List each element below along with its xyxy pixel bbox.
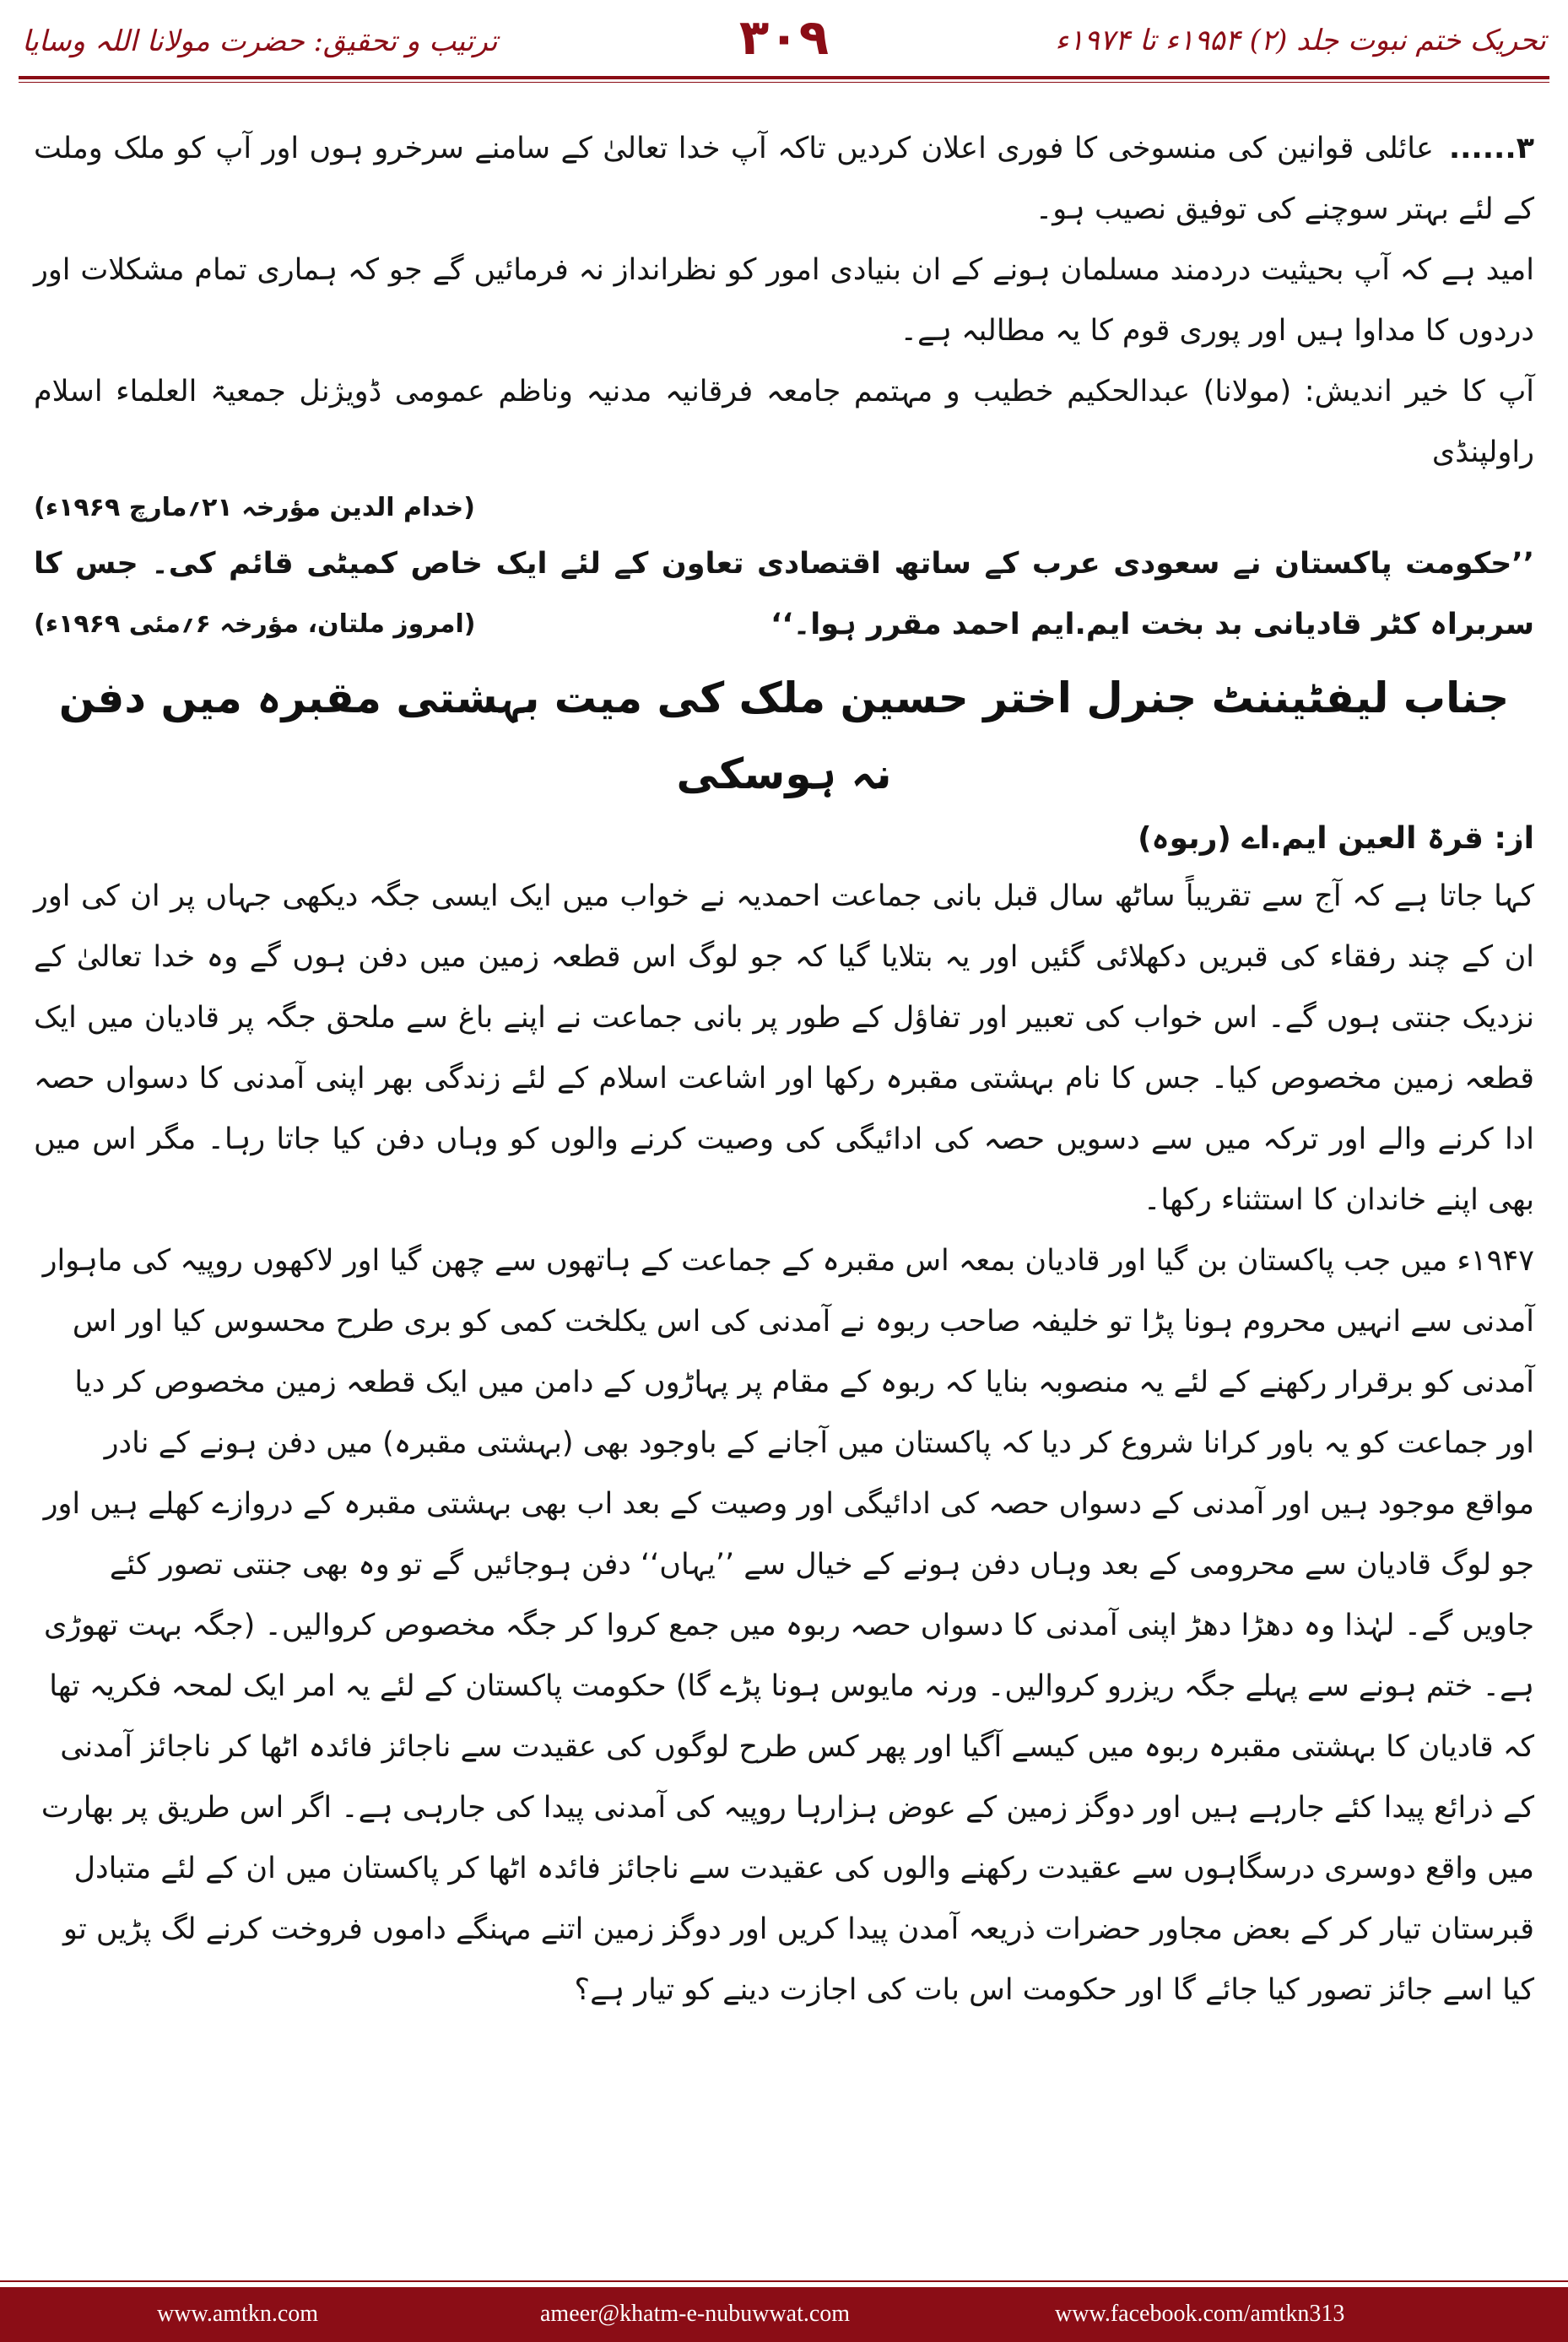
quotation bbox=[34, 533, 1534, 655]
numbered-paragraph bbox=[34, 118, 1534, 240]
signature-line: آپ کا خیر اندیش: (مولانا) عبدالحکیم خطیب و مہتمم جامعہ فرقانیہ مدنیہ وناظم عمومی ڈویژنل جمعیۃ العلماء اسلام راولپنڈی bbox=[34, 375, 1534, 469]
item-number: ۳...... bbox=[1448, 132, 1534, 165]
footer-rule bbox=[0, 2280, 1568, 2282]
quotation-text: ’’حکومت پاکستان نے سعودی عرب کے ساتھ اقتصادی تعاون کے لئے ایک خاص کمیٹی قائم کی۔ جس کا سربراہ کٹر قادیانی بد بخت ایم.ایم احمد مقرر ہوا۔‘‘ bbox=[34, 547, 1534, 641]
article-heading: جناب لیفٹیننٹ جنرل اختر حسین ملک کی میت بہشتی مقبرہ میں دفن نہ ہوسکی bbox=[58, 673, 1510, 798]
page-footer bbox=[0, 2287, 1568, 2342]
compiler-credit: ترتیب و تحقیق: حضرت مولانا اللہ وسایا bbox=[22, 24, 498, 58]
page-header bbox=[0, 0, 1568, 84]
book-title: تحریک ختم نبوت جلد (۲) ۱۹۵۴ء تا ۱۹۷۴ء bbox=[1055, 24, 1546, 57]
citation-inline: (امروز ملتان، مؤرخہ ۶؍مئی ۱۹۶۹ء) bbox=[34, 609, 476, 639]
facebook-link[interactable]: www.facebook.com/amtkn313 bbox=[1055, 2301, 1345, 2327]
paragraph-text: عائلی قوانین کی منسوخی کا فوری اعلان کردیں تاکہ آپ خدا تعالیٰ کے سامنے سرخرو ہوں اور آپ کو ملک وملت کے لئے بہتر سوچنے کی توفیق نصیب ہو۔ bbox=[34, 132, 1534, 226]
paragraph: امید ہے کہ آپ بحیثیت دردمند مسلمان ہونے کے ان بنیادی امور کو نظرانداز نہ فرمائیں گے جو کہ ہماری تمام مشکلات اور دردوں کا مداوا ہیں اور پوری قوم کا یہ مطالبہ ہے۔ bbox=[34, 253, 1534, 348]
paragraph: کہا جاتا ہے کہ آج سے تقریباً ساٹھ سال قبل بانی جماعت احمدیہ نے خواب میں ایک ایسی جگہ دیکھی جہاں پر ان کی اور ان کے چند رفقاء کی قبریں دکھلائی گئیں اور یہ بتلایا گیا کہ جو لوگ اس قطعہ زمین میں دفن ہوں گے وہ خدا تعالیٰ کے نزدیک جنتی ہوں گے۔ اس خواب کی تعبیر اور تفاؤل کے طور پر بانی جماعت نے اپنے باغ سے ملحق جگہ پر قادیان میں ایک قطعہ زمین مخصوص کیا۔ جس کا نام بہشتی مقبرہ رکھا اور اشاعت اسلام کے لئے زندگی بھر اپنی آمدنی کا دسواں حصہ ادا کرنے والے اور ترکہ میں سے دسویں حصہ کی ادائیگی کی وصیت کرنے والوں کو وہاں دفن کیا جاتا رہا۔ مگر اس میں بھی اپنے خاندان کا استثناء رکھا۔ bbox=[34, 879, 1534, 1217]
website-link[interactable]: www.amtkn.com bbox=[157, 2301, 319, 2327]
header-rule bbox=[19, 76, 1549, 79]
citation: (خدام الدین مؤرخہ ۲۱؍مارچ ۱۹۶۹ء) bbox=[34, 493, 475, 522]
paragraph: ۱۹۴۷ء میں جب پاکستان بن گیا اور قادیان بمعہ اس مقبرہ کے جماعت کے ہاتھوں سے چھن گیا اور لاکھوں روپیہ کی ماہوار آمدنی سے انہیں محروم ہونا پڑا تو خلیفہ صاحب ربوہ نے آمدنی کی اس یکلخت کمی کو بری طرح محسوس کیا اور اس آمدنی کو برقرار رکھنے کے لئے یہ منصوبہ بنایا کہ ربوہ کے مقام پر پہاڑوں کے دامن میں ایک قطعہ زمین مخصوص کر دیا اور جماعت کو یہ باور کرانا شروع کر دیا کہ پاکستان میں آجانے کے باوجود بھی (بہشتی مقبرہ) میں دفن ہونے کے نادر مواقع موجود ہیں اور آمدنی کے دسواں حصہ کی ادائیگی اور وصیت کے بعد اب بھی بہشتی مقبرہ کے دروازے کھلے ہیں اور جو لوگ قادیان سے محرومی کے بعد وہاں دفن ہونے کے خیال سے ’’یہاں‘‘ دفن ہوجائیں گے تو وہ بھی جنتی تصور کئے جاویں گے۔ لہٰذا وہ دھڑا دھڑ اپنی آمدنی کا دسواں حصہ ربوہ میں جمع کروا کر جگہ مخصوص کروالیں۔ (جگہ بہت تھوڑی ہے۔ ختم ہونے سے پہلے جگہ ریزرو کروالیں۔ ورنہ مایوس ہونا پڑے گا) حکومت پاکستان کے لئے یہ امر ایک لمحہ فکریہ تھا کہ قادیان کا بہشتی مقبرہ ربوہ میں کیسے آگیا اور پھر کس طرح لوگوں کی عقیدت سے ناجائز فائدہ اٹھا کر ناجائز آمدنی کے ذرائع پیدا کئے جارہے ہیں اور دوگز زمین کے عوض ہزارہا روپیہ کی آمدنی پیدا کی جارہی ہے۔ اگر اس طریق پر بھارت میں واقع دوسری درسگاہوں سے عقیدت رکھنے والوں کی عقیدت سے ناجائز فائدہ اٹھا کر پاکستان میں ان کے لئے متبادل قبرستان تیار کر کے بعض مجاور حضرات ذریعہ آمدن پیدا کریں اور دوگز زمین اتنے مہنگے داموں فروخت کرنے لگ پڑیں تو کیا اسے جائز تصور کیا جائے گا اور حکومت اس بات کی اجازت دینے کو تیار ہے؟ bbox=[41, 1244, 1534, 2007]
page-number: ۳۰۹ bbox=[738, 8, 830, 66]
page-content bbox=[34, 118, 1534, 2279]
header-rule-thin bbox=[19, 82, 1549, 83]
article-byline: از: قرۃ العین ایم.اے (ربوہ) bbox=[1138, 821, 1534, 856]
email-link[interactable]: ameer@khatm-e-nubuwwat.com bbox=[540, 2301, 851, 2327]
